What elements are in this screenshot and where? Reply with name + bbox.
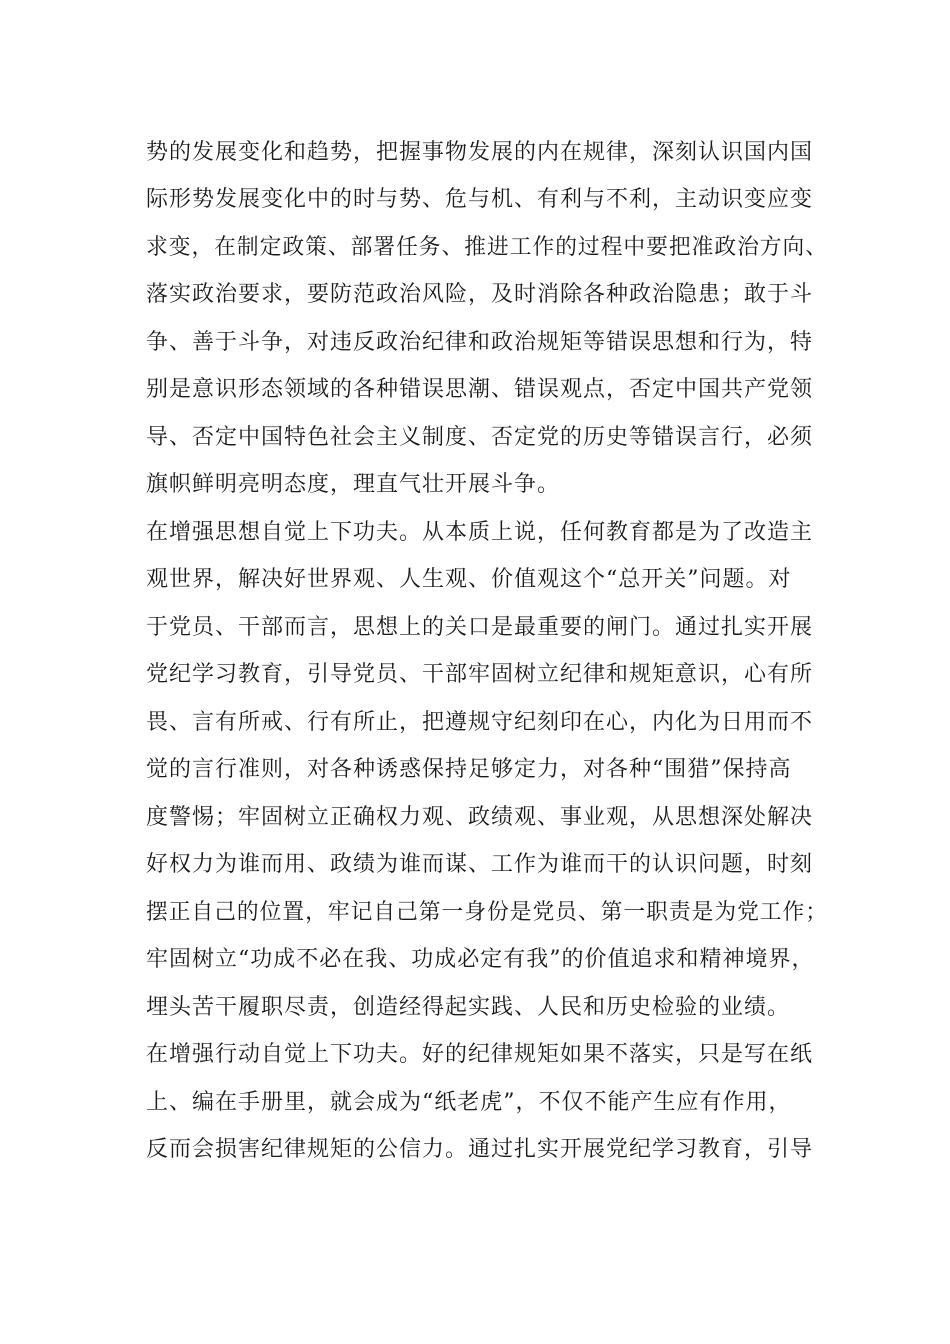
text-line: 落实政治要求，要防范政治风险，及时消除各种政治隐患；敢于斗 <box>146 282 814 307</box>
text-line: 好权力为谁而用、政绩为谁而谋、工作为谁而干的认识问题，时刻 <box>146 852 814 877</box>
paragraph-start-line: 在增强思想自觉上下功夫。从本质上说，任何教育都是为了改造主 <box>146 520 814 545</box>
text-line: 导、否定中国特色社会主义制度、否定党的历史等错误言行，必须 <box>146 425 814 450</box>
text-line: 畏、言有所戒、行有所止，把遵规守纪刻印在心，内化为日用而不 <box>146 710 814 735</box>
text-line: 觉的言行准则，对各种诱惑保持足够定力，对各种“围猎”保持高 <box>146 757 792 782</box>
text-line: 争、善于斗争，对违反政治纪律和政治规矩等错误思想和行为，特 <box>146 330 814 355</box>
text-line: 党纪学习教育，引导党员、干部牢固树立纪律和规矩意识，心有所 <box>146 662 814 687</box>
text-line: 观世界，解决好世界观、人生观、价值观这个“总开关”问题。对 <box>146 567 792 592</box>
text-line: 度警惕；牢固树立正确权力观、政绩观、事业观，从思想深处解决 <box>146 805 814 830</box>
paragraph-start-line: 在增强行动自觉上下功夫。好的纪律规矩如果不落实，只是写在纸 <box>146 1042 814 1067</box>
text-line: 势的发展变化和趋势，把握事物发展的内在规律，深刻认识国内国 <box>146 140 814 165</box>
text-line: 于党员、干部而言，思想上的关口是最重要的闸门。通过扎实开展 <box>146 615 814 640</box>
text-line: 摆正自己的位置，牢记自己第一身份是党员、第一职责是为党工作； <box>146 900 829 925</box>
text-line: 际形势发展变化中的时与势、危与机、有利与不利，主动识变应变 <box>146 187 814 212</box>
text-line: 牢固树立“功成不必在我、功成必定有我”的价值追求和精神境界， <box>146 947 815 972</box>
text-line: 旗帜鲜明亮明态度，理直气壮开展斗争。 <box>146 472 561 497</box>
text-line: 埋头苦干履职尽责，创造经得起实践、人民和历史检验的业绩。 <box>146 995 791 1020</box>
text-line: 上、编在手册里，就会成为“纸老虎”，不仅不能产生应有作用， <box>146 1090 792 1115</box>
text-line: 求变，在制定政策、部署任务、推进工作的过程中要把准政治方向、 <box>146 235 829 260</box>
text-line: 别是意识形态领域的各种错误思潮、错误观点，否定中国共产党领 <box>146 377 814 402</box>
text-line: 反而会损害纪律规矩的公信力。通过扎实开展党纪学习教育，引导 <box>146 1137 814 1162</box>
